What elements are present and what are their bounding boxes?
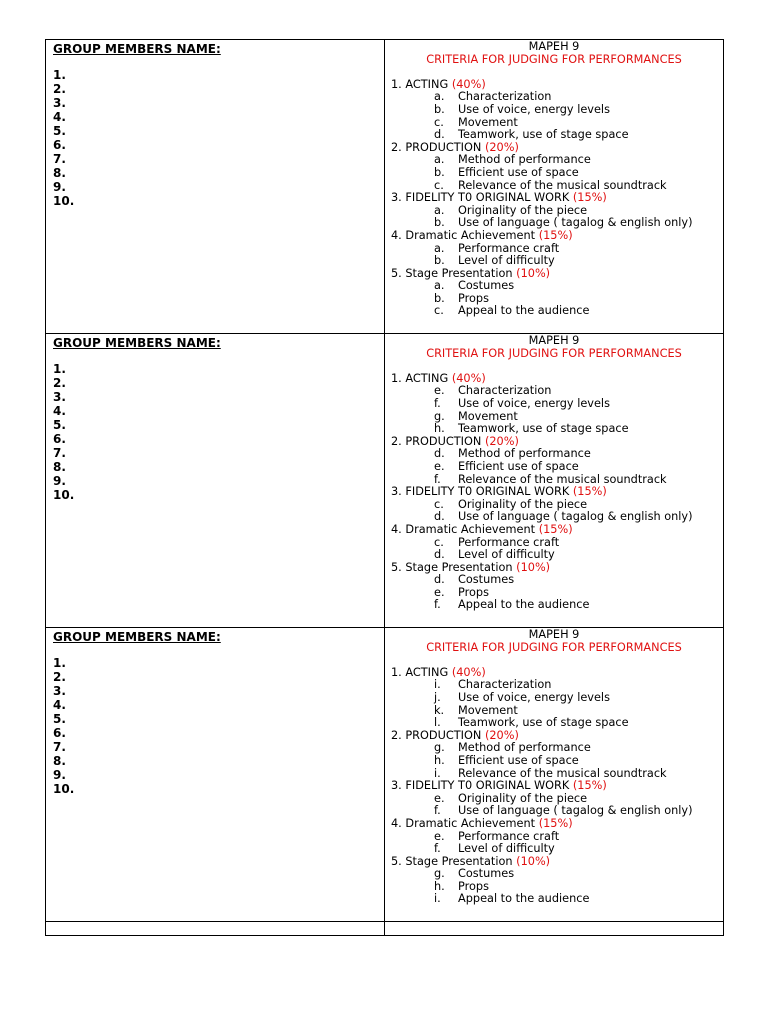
subitem-letter: h. — [434, 422, 445, 436]
subitem-text: Characterization — [458, 384, 552, 398]
subitem-letter: d. — [434, 573, 445, 587]
criterion-subitem — [391, 843, 723, 856]
subitem-text: Originality of the piece — [458, 497, 588, 511]
subitem-letter: a. — [434, 241, 445, 255]
subitem-text: Appeal to the audience — [458, 892, 590, 906]
group-block-row — [46, 334, 724, 628]
member-number-list — [53, 362, 384, 502]
subject-title: MAPEH 9 — [528, 334, 580, 347]
empty-row — [46, 922, 724, 936]
member-number: 4. — [53, 404, 66, 418]
empty-cell-right — [385, 922, 724, 936]
criteria-subtitle: CRITERIA FOR JUDGING FOR PERFORMANCES — [426, 640, 682, 654]
criterion-subitem — [391, 398, 723, 411]
criterion-subitem — [391, 805, 723, 818]
subitem-letter: b. — [434, 165, 445, 179]
criterion-weight: (40%) — [451, 371, 486, 385]
criterion-weight: (20%) — [484, 728, 519, 742]
subitem-text: Performance craft — [458, 535, 560, 549]
criterion-weight: (40%) — [451, 77, 486, 91]
subitem-letter: g. — [434, 741, 445, 755]
criterion-label: 1. ACTING — [391, 77, 449, 91]
subitem-letter: i. — [434, 892, 441, 906]
subitem-text: Use of voice, energy levels — [458, 396, 610, 410]
subitem-letter: a. — [434, 203, 445, 217]
criterion-subitem — [391, 717, 723, 730]
member-number: 3. — [53, 96, 66, 110]
subitem-letter: h. — [434, 753, 445, 767]
criterion-label: 1. ACTING — [391, 371, 449, 385]
subitem-letter: j. — [434, 690, 441, 704]
criterion-label: 2. PRODUCTION — [391, 434, 482, 448]
member-number: 4. — [53, 110, 66, 124]
subitem-letter: d. — [434, 447, 445, 461]
subitem-letter: f. — [434, 472, 441, 486]
criterion-weight: (40%) — [451, 665, 486, 679]
member-number-list — [53, 656, 384, 796]
criterion-subitem — [391, 474, 723, 487]
subitem-letter: e. — [434, 829, 445, 843]
criterion-subitem — [391, 831, 723, 844]
subitem-letter: e. — [434, 384, 445, 398]
subitem-letter: e. — [434, 585, 445, 599]
subitem-text: Relevance of the musical soundtrack — [458, 178, 667, 192]
subitem-letter: g. — [434, 409, 445, 423]
criterion-weight: (10%) — [516, 266, 551, 280]
criterion-weight: (15%) — [572, 191, 607, 205]
member-number: 9. — [53, 474, 66, 488]
subitem-letter: i. — [434, 678, 441, 692]
criteria-section — [385, 40, 723, 318]
subitem-letter: f. — [434, 598, 441, 612]
subitem-letter: l. — [434, 716, 441, 730]
criteria-cell — [385, 628, 724, 922]
group-block-row — [46, 628, 724, 922]
subitem-text: Method of performance — [458, 153, 591, 167]
member-number: 2. — [53, 82, 66, 96]
subitem-text: Appeal to the audience — [458, 304, 590, 318]
criterion-weight: (15%) — [572, 779, 607, 793]
criterion-label: 2. PRODUCTION — [391, 140, 482, 154]
subject-title: MAPEH 9 — [528, 40, 580, 53]
subitem-text: Movement — [458, 409, 518, 423]
subitem-letter: b. — [434, 254, 445, 268]
subitem-text: Level of difficulty — [458, 548, 555, 562]
criterion-label: 5. Stage Presentation — [391, 266, 513, 280]
criteria-cell — [385, 40, 724, 334]
member-number: 7. — [53, 740, 66, 754]
criterion-subitem — [391, 511, 723, 524]
criteria-section — [385, 334, 723, 612]
subitem-letter: c. — [434, 304, 444, 318]
member-number: 7. — [53, 152, 66, 166]
criterion-subitem — [391, 217, 723, 230]
subitem-text: Level of difficulty — [458, 842, 555, 856]
criterion-label: 2. PRODUCTION — [391, 728, 482, 742]
subitem-letter: e. — [434, 791, 445, 805]
criterion-subitem — [391, 104, 723, 117]
member-number: 6. — [53, 138, 66, 152]
member-number-list — [53, 68, 384, 208]
subitem-text: Use of voice, energy levels — [458, 102, 610, 116]
criterion-subitem — [391, 549, 723, 562]
subitem-text: Appeal to the audience — [458, 598, 590, 612]
subitem-text: Props — [458, 879, 489, 893]
member-number: 5. — [53, 418, 66, 432]
members-section — [46, 628, 384, 796]
criterion-subitem — [391, 423, 723, 436]
subitem-text: Method of performance — [458, 741, 591, 755]
criterion-label: 1. ACTING — [391, 665, 449, 679]
subitem-letter: c. — [434, 115, 444, 129]
criterion-subitem — [391, 692, 723, 705]
members-section — [46, 334, 384, 502]
member-number: 8. — [53, 166, 66, 180]
criteria-subtitle: CRITERIA FOR JUDGING FOR PERFORMANCES — [426, 52, 682, 66]
subitem-text: Efficient use of space — [458, 459, 579, 473]
member-number: 4. — [53, 698, 66, 712]
member-number: 10. — [53, 194, 75, 208]
subitem-letter: e. — [434, 459, 445, 473]
criterion-subitem — [391, 868, 723, 881]
subitem-letter: a. — [434, 153, 445, 167]
criterion-subitem — [391, 280, 723, 293]
subitem-text: Teamwork, use of stage space — [458, 128, 629, 142]
subitem-text: Characterization — [458, 90, 552, 104]
subitem-letter: b. — [434, 216, 445, 230]
subitem-text: Characterization — [458, 678, 552, 692]
subitem-text: Efficient use of space — [458, 165, 579, 179]
members-cell — [46, 40, 385, 334]
criteria-subtitle: CRITERIA FOR JUDGING FOR PERFORMANCES — [426, 346, 682, 360]
criterion-subitem — [391, 768, 723, 781]
member-number: 3. — [53, 390, 66, 404]
criterion-label: 4. Dramatic Achievement — [391, 228, 536, 242]
subitem-letter: d. — [434, 548, 445, 562]
subitem-letter: a. — [434, 279, 445, 293]
subitem-letter: f. — [434, 804, 441, 818]
member-number: 2. — [53, 670, 66, 684]
subitem-text: Use of language ( tagalog & english only) — [458, 510, 693, 524]
members-cell — [46, 334, 385, 628]
subitem-text: Movement — [458, 703, 518, 717]
subitem-letter: h. — [434, 879, 445, 893]
criterion-weight: (15%) — [538, 522, 573, 536]
subject-title: MAPEH 9 — [528, 628, 580, 641]
empty-cell-left — [46, 922, 385, 936]
subitem-letter: c. — [434, 535, 444, 549]
criterion-label: 3. FIDELITY T0 ORIGINAL WORK — [391, 779, 570, 793]
subitem-text: Relevance of the musical soundtrack — [458, 766, 667, 780]
criteria-section — [385, 628, 723, 906]
member-number: 10. — [53, 782, 75, 796]
member-number: 3. — [53, 684, 66, 698]
group-block-row — [46, 40, 724, 334]
subitem-letter: f. — [434, 396, 441, 410]
criterion-label: 5. Stage Presentation — [391, 854, 513, 868]
criterion-label: 4. Dramatic Achievement — [391, 816, 536, 830]
subitem-text: Efficient use of space — [458, 753, 579, 767]
criterion-subitem — [391, 574, 723, 587]
member-number: 1. — [53, 362, 66, 376]
subitem-letter: i. — [434, 766, 441, 780]
criterion-weight: (20%) — [484, 434, 519, 448]
criterion-label: 5. Stage Presentation — [391, 560, 513, 574]
subitem-text: Performance craft — [458, 241, 560, 255]
criterion-weight: (10%) — [516, 854, 551, 868]
judging-sheet — [45, 39, 723, 936]
criterion-subitem — [391, 180, 723, 193]
subitem-text: Use of language ( tagalog & english only) — [458, 804, 693, 818]
subitem-text: Method of performance — [458, 447, 591, 461]
criterion-subitem — [391, 305, 723, 318]
subitem-text: Use of language ( tagalog & english only) — [458, 216, 693, 230]
member-number: 5. — [53, 124, 66, 138]
member-number: 10. — [53, 488, 75, 502]
member-number: 6. — [53, 726, 66, 740]
subitem-letter: b. — [434, 102, 445, 116]
criteria-cell — [385, 334, 724, 628]
member-number: 9. — [53, 180, 66, 194]
criterion-label: 4. Dramatic Achievement — [391, 522, 536, 536]
criterion-label: 3. FIDELITY T0 ORIGINAL WORK — [391, 485, 570, 499]
criterion-subitem — [391, 255, 723, 268]
subitem-text: Relevance of the musical soundtrack — [458, 472, 667, 486]
subitem-text: Use of voice, energy levels — [458, 690, 610, 704]
members-title: GROUP MEMBERS NAME: — [53, 42, 221, 56]
members-title: GROUP MEMBERS NAME: — [53, 630, 221, 644]
member-number: 9. — [53, 768, 66, 782]
member-number: 8. — [53, 754, 66, 768]
criterion-label: 3. FIDELITY T0 ORIGINAL WORK — [391, 191, 570, 205]
subitem-letter: a. — [434, 90, 445, 104]
subitem-letter: f. — [434, 842, 441, 856]
members-cell — [46, 628, 385, 922]
subitem-text: Costumes — [458, 279, 515, 293]
subitem-text: Movement — [458, 115, 518, 129]
criterion-subitem — [391, 129, 723, 142]
subitem-text: Performance craft — [458, 829, 560, 843]
subitem-text: Teamwork, use of stage space — [458, 716, 629, 730]
member-number: 1. — [53, 68, 66, 82]
subitem-text: Costumes — [458, 867, 515, 881]
subitem-text: Props — [458, 585, 489, 599]
criterion-weight: (15%) — [538, 816, 573, 830]
criterion-weight: (15%) — [572, 485, 607, 499]
member-number: 8. — [53, 460, 66, 474]
subitem-text: Originality of the piece — [458, 791, 588, 805]
criterion-weight: (10%) — [516, 560, 551, 574]
member-number: 7. — [53, 446, 66, 460]
criterion-heading — [391, 667, 723, 680]
subitem-letter: b. — [434, 291, 445, 305]
subitem-text: Props — [458, 291, 489, 305]
criterion-weight: (15%) — [538, 228, 573, 242]
members-section — [46, 40, 384, 208]
members-title: GROUP MEMBERS NAME: — [53, 336, 221, 350]
member-number: 1. — [53, 656, 66, 670]
subitem-letter: c. — [434, 497, 444, 511]
criterion-subitem — [391, 599, 723, 612]
criterion-subitem — [391, 893, 723, 906]
member-number: 2. — [53, 376, 66, 390]
subitem-letter: c. — [434, 178, 444, 192]
criterion-weight: (20%) — [484, 140, 519, 154]
subitem-text: Originality of the piece — [458, 203, 588, 217]
subitem-letter: d. — [434, 510, 445, 524]
subitem-letter: d. — [434, 128, 445, 142]
subitem-letter: g. — [434, 867, 445, 881]
subitem-text: Costumes — [458, 573, 515, 587]
subitem-text: Level of difficulty — [458, 254, 555, 268]
member-number: 5. — [53, 712, 66, 726]
member-number: 6. — [53, 432, 66, 446]
judging-table — [45, 39, 724, 936]
subitem-text: Teamwork, use of stage space — [458, 422, 629, 436]
subitem-letter: k. — [434, 703, 445, 717]
